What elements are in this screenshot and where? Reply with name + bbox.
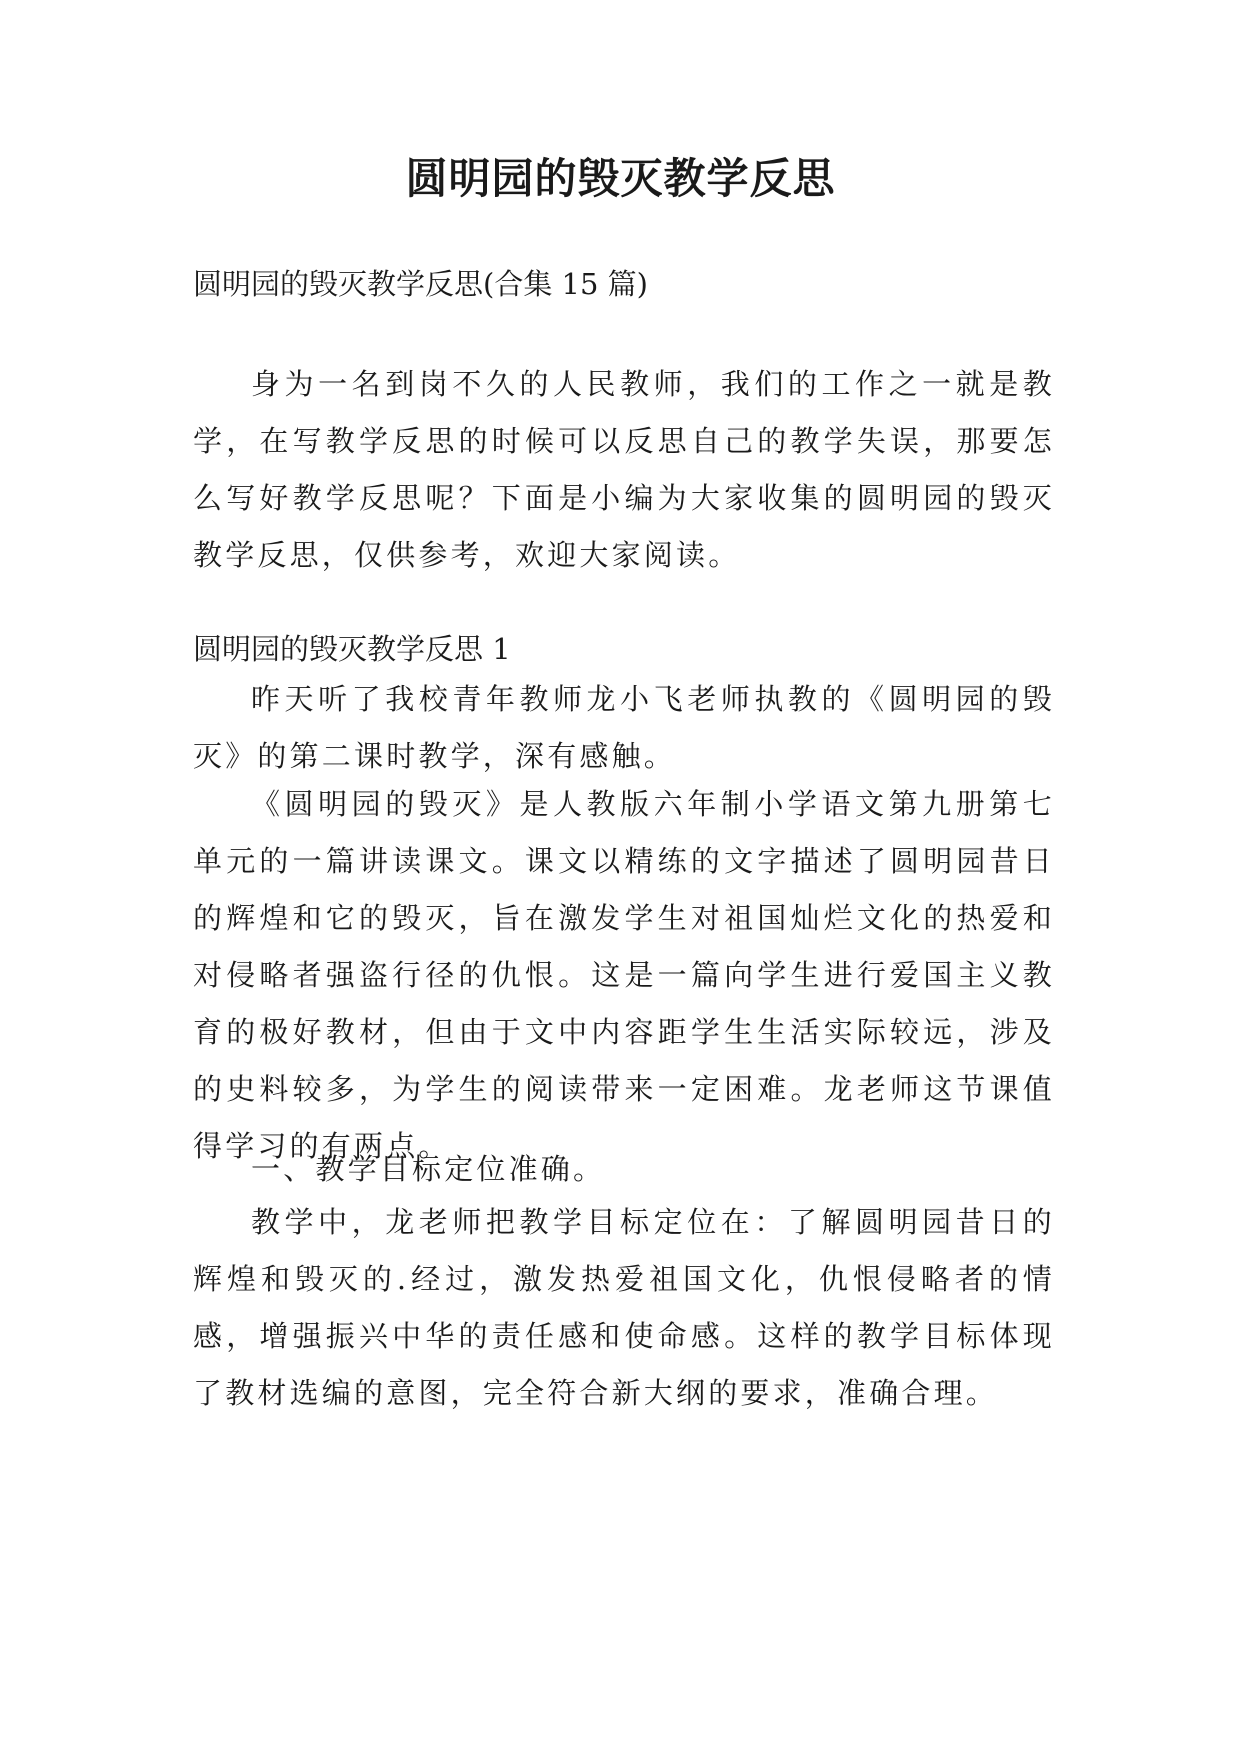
body-paragraph-1: 昨天听了我校青年教师龙小飞老师执教的《圆明园的毁灭》的第二课时教学，深有感触。 — [193, 682, 1055, 773]
intro-paragraph: 身为一名到岗不久的人民教师，我们的工作之一就是教学，在写教学反思的时候可以反思自己的教学失误，那要怎么写好教学反思呢？下面是小编为大家收集的圆明园的毁灭教学反思，仅供参考，欢迎大家阅读。 — [193, 367, 1055, 572]
body-paragraph-3: 一、教学目标定位准确。 — [251, 1152, 606, 1186]
body-paragraph-2: 《圆明园的毁灭》是人教版六年制小学语文第九册第七单元的一篇讲读课文。课文以精练的文字描述了圆明园昔日的辉煌和它的毁灭，旨在激发学生对祖国灿烂文化的热爱和对侵略者强盗行径的仇恨。这是一篇向学生进行爱国主义教育的极好教材，但由于文中内容距学生生活实际较远，涉及的史料较多，为学生的阅读带来一定困难。龙老师这节课值得学习的有两点。 — [193, 787, 1055, 1163]
document-subtitle: 圆明园的毁灭教学反思(合集 15 篇) — [193, 267, 648, 301]
body-paragraph-4: 教学中，龙老师把教学目标定位在：了解圆明园昔日的辉煌和毁灭的.经过，激发热爱祖国文化，仇恨侵略者的情感，增强振兴中华的责任感和使命感。这样的教学目标体现了教材选编的意图，完全符合新大纲的要求，准确合理。 — [193, 1205, 1055, 1410]
section-heading-1: 圆明园的毁灭教学反思 1 — [193, 632, 511, 666]
page-title: 圆明园的毁灭教学反思 — [405, 154, 836, 203]
